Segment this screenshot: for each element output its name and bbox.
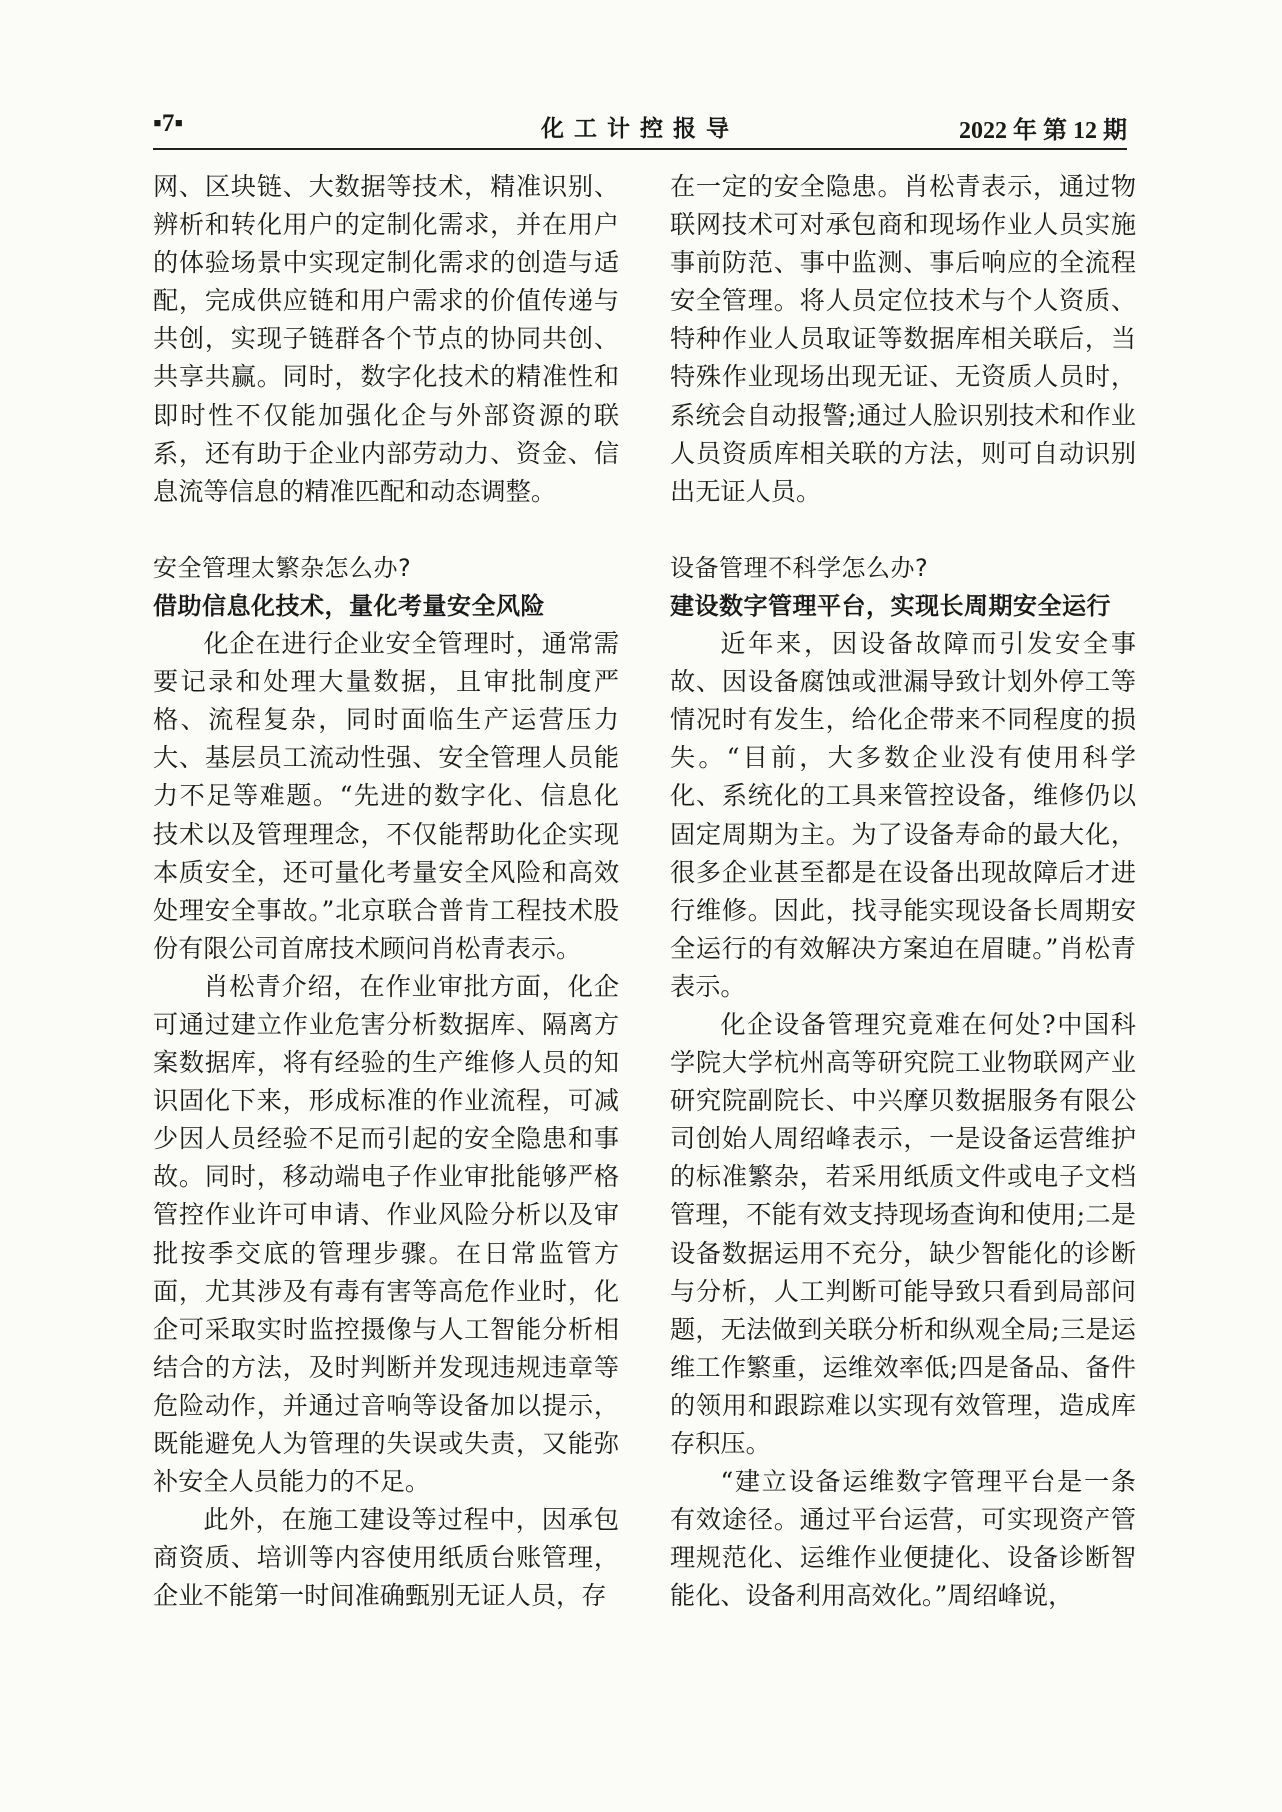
paragraph: 近年来，因设备故障而引发安全事故、因设备腐蚀或泄漏导致计划外停工等情况时有发生，给化企带来不同程度的损失。“目前，大多数企业没有使用科学化、系统化的工具来管控设备，维修仍以固定周期为主。为了设备寿命的最大化，很多企业甚至都是在设备出现故障后才进行维修。因此，找寻能实现设备长周期安全运行的有效解决方案迫在眉睫。”肖松青表示。 (670, 629, 1136, 1001)
section-subtitle: 建设数字管理平台，实现长周期安全运行 (670, 591, 1111, 620)
running-header (153, 108, 1127, 148)
header-rule (153, 148, 1127, 150)
paragraph: 在一定的安全隐患。肖松青表示，通过物联网技术可对承包商和现场作业人员实施事前防范、事中监测、事后响应的全流程安全管理。将人员定位技术与个人资质、特种作业人员取证等数据库相关联后，当特殊作业现场出现无证、无资质人员时，系统会自动报警;通过人脸识别技术和作业人员资质库相关联的方法，则可自动识别出无证人员。 (670, 172, 1136, 506)
section-gap (153, 511, 619, 549)
issue-label: 2022 年 第 12 期 (959, 118, 1127, 144)
paragraph: 网、区块链、大数据等技术，精准识别、辨析和转化用户的定制化需求，并在用户的体验场景中实现定制化需求的创造与适配，完成供应链和用户需求的价值传递与共创，实现子链群各个节点的协同共创、共享共赢。同时，数字化技术的精准性和即时性不仅能加强化企与外部资源的联系，还有助于企业内部劳动力、资金、信息流等信息的精准匹配和动态调整。 (153, 172, 619, 506)
right-column (670, 168, 1136, 1615)
paragraph: 化企设备管理究竟难在何处?中国科学院大学杭州高等研究院工业物联网产业研究院副院长、中兴摩贝数据服务有限公司创始人周绍峰表示，一是设备运营维护的标准繁杂，若采用纸质文件或电子文档管理，不能有效支持现场查询和使用;二是设备数据运用不充分，缺少智能化的诊断与分析，人工判断可能导致只看到局部问题，无法做到关联分析和纵观全局;三是运维工作繁重，运维效率低;四是备品、备件的领用和跟踪难以实现有效管理，造成库存积压。 (670, 1009, 1136, 1458)
paragraph: 化企在进行企业安全管理时，通常需要记录和处理大量数据，且审批制度严格、流程复杂，同时面临生产运营压力大、基层员工流动性强、安全管理人员能力不足等难题。“先进的数字化、信息化技术以及管理理念，不仅能帮助化企实现本质安全，还可量化考量安全风险和高效处理安全事故。”北京联合普肯工程技术股份有限公司首席技术顾问肖松青表示。 (153, 629, 619, 963)
paragraph: “建立设备运维数字管理平台是一条有效途径。通过平台运营，可实现资产管理规范化、运维作业便捷化、设备诊断智能化、设备利用高效化。”周绍峰说， (670, 1467, 1136, 1611)
paragraph: 肖松青介绍，在作业审批方面，化企可通过建立作业危害分析数据库、隔离方案数据库，将有经验的生产维修人员的知识固化下来，形成标准的作业流程，可减少因人员经验不足而引起的安全隐患和事故。同时，移动端电子作业审批能够严格管控作业许可申请、作业风险分析以及审批按季交底的管理步骤。在日常监管方面，尤其涉及有毒有害等高危作业时，化企可采取实时监控摄像与人工智能分析相结合的方法，及时判断并发现违规违章等危险动作，并通过音响等设备加以提示，既能避免人为管理的失误或失责，又能弥补安全人员能力的不足。 (153, 971, 619, 1497)
page-number: ▪7▪ (153, 110, 184, 137)
section-title: 设备管理不科学怎么办? (670, 553, 929, 582)
paragraph: 此外，在施工建设等过程中，因承包商资质、培训等内容使用纸质台账管理，企业不能第一时间准确甄别无证人员，存 (153, 1505, 619, 1611)
left-column (153, 168, 619, 1615)
section-subtitle: 借助信息化技术，量化考量安全风险 (153, 591, 545, 620)
journal-title: 化工计控报导 (541, 116, 739, 142)
section-gap (670, 511, 1136, 549)
section-title: 安全管理太繁杂怎么办? (153, 553, 412, 582)
